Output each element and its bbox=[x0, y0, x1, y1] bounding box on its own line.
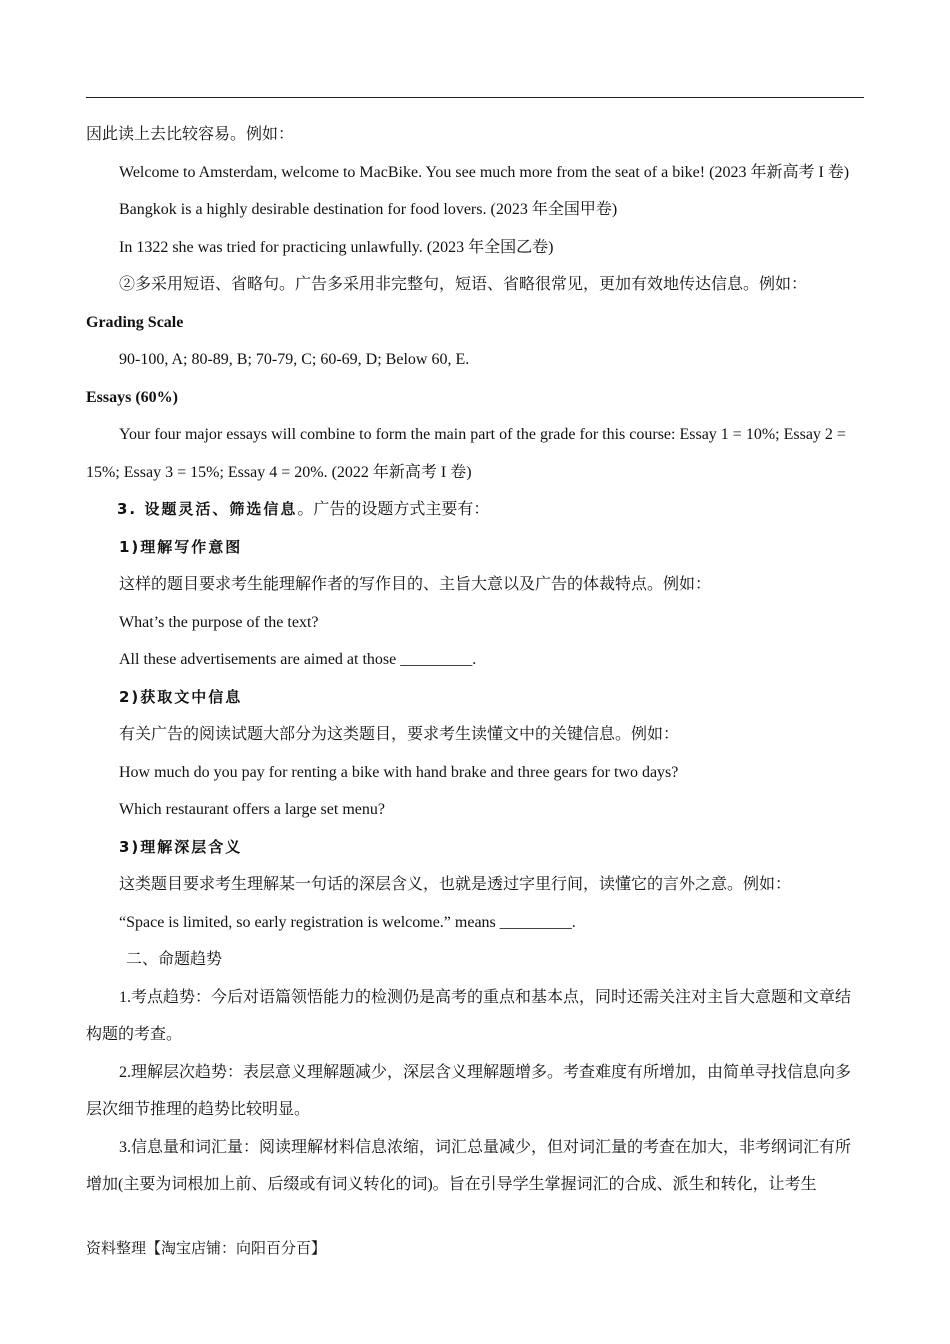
get-info-desc: 有关广告的阅读试题大部分为这类题目，要求考生读懂文中的关键信息。例如： bbox=[119, 726, 680, 743]
trend-3: 3.信息量和词汇量：阅读理解材料信息浓缩，词汇总量减少，但对词汇量的考查在加大，非考纲词汇有所增加(主要为词根加上前、后缀或有词义转化的词)。旨在引导学生掌握词汇的合成、派生和转化，让考生 bbox=[86, 1138, 852, 1193]
example-bangkok: Bangkok is a highly desirable destination for food lovers. (2023 年全国甲卷) bbox=[119, 201, 618, 218]
question-purpose: What’s the purpose of the text? bbox=[119, 613, 319, 631]
grading-scale-values: 90-100, A; 80-89, B; 70-79, C; 60-69, D; Below 60, E. bbox=[119, 351, 470, 368]
point-3-text: 。广告的设题方式主要有： bbox=[297, 501, 490, 518]
trend-1: 1.考点趋势：今后对语篇领悟能力的检测仍是高考的重点和基本点，同时还需关注对主旨大意题和文章结构题的考查。 bbox=[86, 988, 852, 1043]
grading-scale-heading: Grading Scale bbox=[86, 313, 184, 331]
question-restaurant: Which restaurant offers a large set menu? bbox=[119, 801, 385, 818]
writing-intent-desc: 这样的题目要求考生能理解作者的写作目的、主旨大意以及广告的体裁特点。例如： bbox=[119, 576, 712, 593]
question-bike-rent: How much do you pay for renting a bike with hand brake and three gears for two days? bbox=[119, 763, 679, 781]
point-3-question-design bbox=[86, 491, 866, 529]
header-rule bbox=[86, 97, 864, 98]
essays-heading: Essays (60%) bbox=[86, 388, 179, 406]
section-heading-trends: 二、命题趋势 bbox=[126, 951, 223, 968]
paragraph-intro: 因此读上去比较容易。例如： bbox=[86, 126, 295, 143]
question-space-limited: “Space is limited, so early registration is welcome.” means _________. bbox=[119, 913, 576, 931]
subheading-writing-intent: 1)理解写作意图 bbox=[119, 537, 243, 556]
subheading-get-info: 2)获取文中信息 bbox=[119, 687, 243, 706]
example-amsterdam: Welcome to Amsterdam, welcome to MacBike. You see much more from the seat of a bike! (2023 年新高考 I 卷) bbox=[119, 163, 850, 181]
essays-description: Your four major essays will combine to form the main part of the grade for this course: Essay 1 = 10%; Essay 2 = 15%; Essay 3 = 15%; Essay 4 = 20%. (2022 年新高考 I 卷) bbox=[86, 426, 846, 481]
question-aimed-at: All these advertisements are aimed at those _________. bbox=[119, 651, 477, 668]
trend-2: 2.理解层次趋势：表层意义理解题减少，深层含义理解题增多。考查难度有所增加，由简单寻找信息向多层次细节推理的趋势比较明显。 bbox=[86, 1063, 852, 1118]
point-3-title: 3. 设题灵活、筛选信息 bbox=[117, 500, 298, 518]
document-body bbox=[86, 116, 866, 1204]
point-2-phrases: ②多采用短语、省略句。广告多采用非完整句，短语、省略很常见，更加有效地传达信息。例如： bbox=[119, 276, 808, 293]
deep-meaning-desc: 这类题目要求考生理解某一句话的深层含义，也就是透过字里行间，读懂它的言外之意。例如： bbox=[119, 876, 792, 893]
subheading-deep-meaning: 3)理解深层含义 bbox=[119, 837, 243, 856]
page-footer: 资料整理【淘宝店铺：向阳百分百】 bbox=[86, 1241, 327, 1257]
example-1322: In 1322 she was tried for practicing unlawfully. (2023 年全国乙卷) bbox=[119, 238, 554, 256]
